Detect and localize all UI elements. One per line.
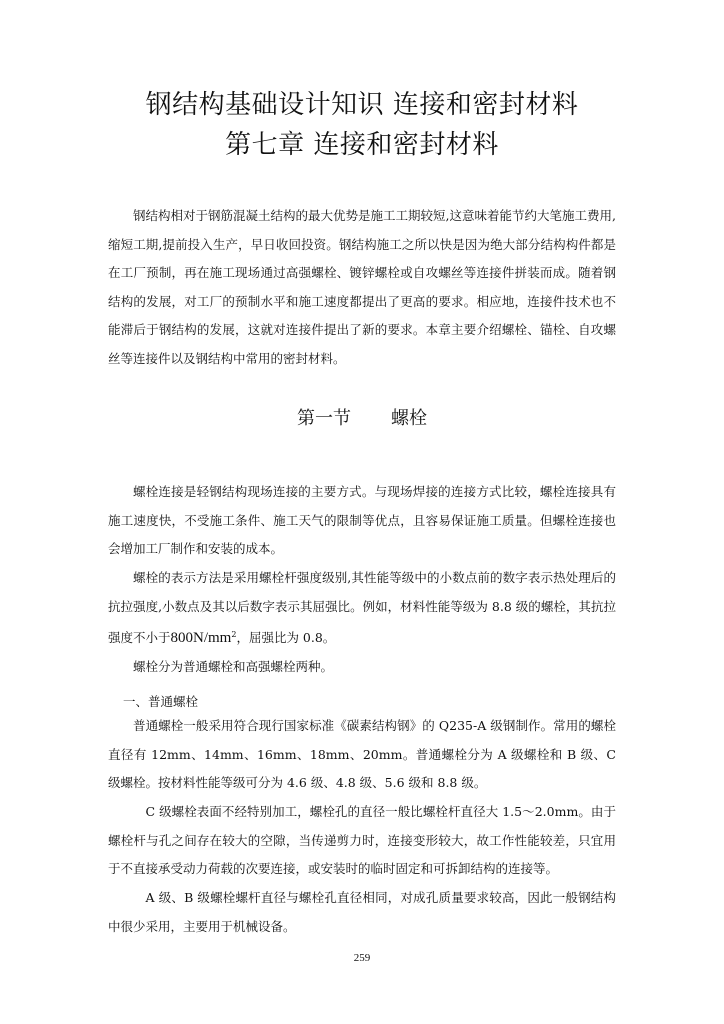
section-number: 第一节: [297, 408, 351, 429]
bolt-grade-text: 螺栓的表示方法是采用螺栓杆强度级别,其性能等级中的小数点前的数字表示热处理后的抗拉强度,小数点及其以后数字表示其屈强比。例如，材料性能等级为 8.8 级的螺栓，其抗拉强度不小于: [108, 570, 616, 646]
section-name: 螺栓: [391, 408, 427, 429]
page-number: 259: [353, 952, 371, 964]
bolt-types-paragraph: 螺栓分为普通螺栓和高强螺栓两种。: [133, 659, 334, 674]
yield-ratio-text: ，屈强比为 0.8。: [236, 630, 336, 646]
bolt-grade-paragraph: [108, 564, 616, 653]
chapter-title: 第七章 连接和密封材料: [225, 130, 499, 160]
c-grade-bolts-paragraph: C 级螺栓表面不经特别加工，螺栓孔的直径一般比螺栓杆直径大 1.5～2.0mm。由于螺栓杆与孔之间存在较大的空隙，当传递剪力时，连接变形较大，故工作性能较差，只宜用于不直接承受动力荷载的次要连接，或安装时的临时固定和可拆卸结构的连接等。: [108, 804, 616, 877]
ordinary-bolts-heading: 一、普通螺栓: [123, 694, 199, 709]
chapter-introduction: 钢结构相对于钢筋混凝土结构的最大优势是施工工期较短,这意味着能节约大笔施工费用,缩短工期,提前投入生产，早日收回投资。钢结构施工之所以快是因为绝大部分结构构件都是在工厂预制，再在施工现场通过高强螺栓、镀锌螺栓或自攻螺丝等连接件拼装而成。随着钢结构的发展，对工厂的预制水平和施工速度都提出了更高的要求。相应地，连接件技术也不能滞后于钢结构的发展，这就对连接件提出了新的要求。本章主要介绍螺栓、锚栓、自攻螺丝等连接件以及钢结构中常用的密封材料。: [108, 208, 616, 366]
tensile-strength-value: 800N/mm: [170, 630, 232, 647]
bolt-connection-paragraph: 螺栓连接是轻钢结构现场连接的主要方式。与现场焊接的连接方式比较，螺栓连接具有施工速度快，不受施工条件、施工天气的限制等优点，且容易保证施工质量。但螺栓连接也会增加工厂制作和安装的成本。: [108, 484, 616, 557]
a-b-grade-bolts-paragraph: A 级、B 级螺栓螺杆直径与螺栓孔直径相同，对成孔质量要求较高，因此一般钢结构中很少采用，主要用于机械设备。: [108, 890, 616, 934]
document-title: 钢结构基础设计知识 连接和密封材料: [145, 90, 579, 120]
ordinary-bolts-paragraph: 普通螺栓一般采用符合现行国家标准《碳素结构钢》的 Q235-A 级钢制作。常用的螺栓直径有 12mm、14mm、16mm、18mm、20mm。普通螺栓分为 A 级螺栓和 B 级、C 级螺栓。按材料性能等级可分为 4.6 级、4.8 级、5.6 级和 8.8 级。: [108, 718, 616, 791]
tensile-strength-superscript: 2: [231, 630, 237, 640]
section-heading: [0, 406, 724, 432]
